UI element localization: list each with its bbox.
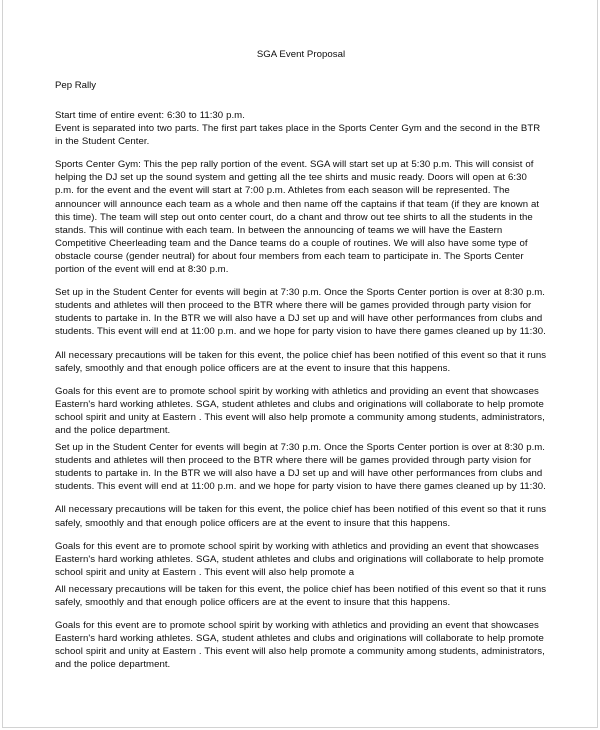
paragraph-event-times: Start time of entire event: 6:30 to 11:30 p.m. Event is separated into two parts. The first part takes place in the Sports Center Gym and the second in the BTR in the Student Center. — [55, 110, 541, 148]
paragraph-spacer — [55, 609, 547, 619]
paragraph-spacer — [55, 92, 547, 109]
paragraph-spacer — [55, 530, 547, 540]
paragraph-spacer — [55, 375, 547, 385]
paragraph-goals-1: Goals for this event are to promote school spirit by working with athletics and providing an event that showcases Eastern's hard working athletes. SGA, student athletes and clubs and originations will collaborate to help promote school spirit and unity at Eastern . This event will also help promote a community among students, administrators, and the police department. — [55, 385, 545, 436]
page-title: SGA Event Proposal — [256, 49, 346, 60]
paragraph-spacer — [55, 493, 547, 503]
spacer-after-title — [55, 61, 547, 79]
section-heading-pep-rally: Pep Rally — [55, 80, 97, 91]
document-body — [55, 48, 547, 671]
paragraph-list — [55, 92, 547, 671]
paragraph-student-center-setup-1: Set up in the Student Center for events will begin at 7:30 p.m. Once the Sports Center portion is over at 8:30 p.m. students and athletes will then proceed to the BTR where there will be games provided through party vision for students to partake in. In the BTR we will also have a DJ set up and will have other performances from clubs and students. This event will end at 11:00 p.m. and we hope for party vision to have there games cleaned up by 11:30. — [55, 287, 546, 338]
paragraph-spacer — [55, 276, 547, 286]
paragraph-student-center-setup-2: Set up in the Student Center for events will begin at 7:30 p.m. Once the Sports Center portion is over at 8:30 p.m. students and athletes will then proceed to the BTR where there will be games provided through party vision for students to partake in. In the BTR we will also have a DJ set up and will have other performances from clubs and students. This event will end at 11:00 p.m. and we hope for party vision to have there games cleaned up by 11:30. — [55, 442, 546, 493]
paragraph-goals-3: Goals for this event are to promote school spirit by working with athletics and providing an event that showcases Eastern's hard working athletes. SGA, student athletes and clubs and originations will collaborate to help promote school spirit and unity at Eastern . This event will also help promote a community among students, administrators, and the police department. — [55, 620, 545, 671]
paragraph-goals-2-truncated: Goals for this event are to promote school spirit by working with athletics and providing an event that showcases Eastern's hard working athletes. SGA, student athletes and clubs and originations will collaborate to help promote school spirit and unity at Eastern . This event will also help promote a — [55, 540, 544, 578]
paragraph-sports-center-gym: Sports Center Gym: This the pep rally portion of the event. SGA will start set up at 5:30 p.m. This will consist of helping the DJ set up the sound system and getting all the tee shirts and music ready. Doors will open at 6:30 p.m. for the event and the event will start at 7:00 p.m. Athletes from each season will be represented. The announcer will announce each team as a whole and then name off the captains if that team (if they are known at this time). The team will step out onto center court, do a chant and throw out tee shirts to all the students in the stands. This will continue with each team. In between the announcing of teams we will have the Eastern Competitive Cheerleading team and the Dance teams do a couple of routines. We will also have some type of obstacle course (gender neutral) for about four members from each team to participate in. The Sports Center portion of the event will end at 8:30 p.m. — [55, 159, 540, 276]
paragraph-precautions-3: All necessary precautions will be taken for this event, the police chief has been notified of this event so that it runs safely, smoothly and that enough police officers are at the event to insure that this happens. — [55, 583, 547, 608]
paragraph-spacer — [55, 148, 547, 158]
paragraph-precautions-2: All necessary precautions will be taken for this event, the police chief has been notified of this event so that it runs safely, smoothly and that enough police officers are at the event to insure that this happens. — [55, 504, 547, 529]
paragraph-spacer — [55, 339, 547, 349]
paragraph-precautions-1: All necessary precautions will be taken for this event, the police chief has been notified of this event so that it runs safely, smoothly and that enough police officers are at the event to insure that this happens. — [55, 349, 547, 374]
